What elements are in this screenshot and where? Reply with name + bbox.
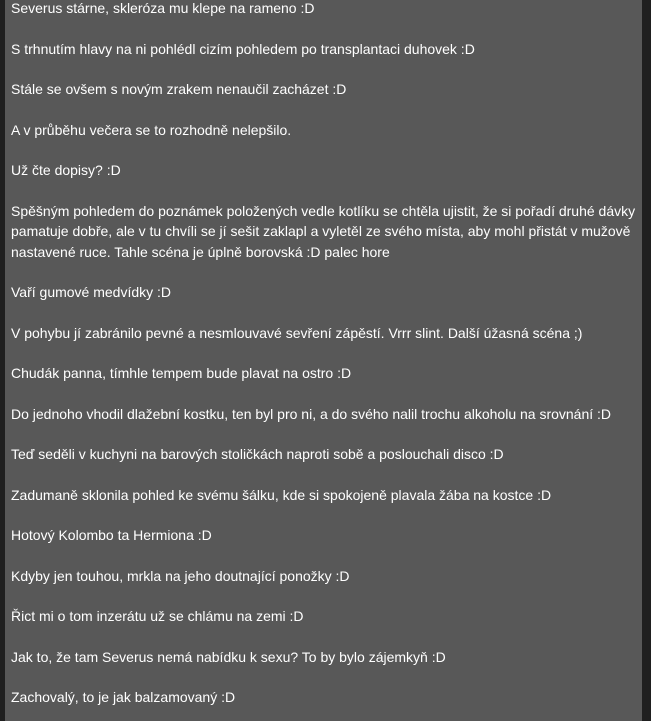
comment-line: Spěšným pohledem do poznámek položených vedle kotlíku se chtěla ujistit, že si pořadí druhé dávky pamatuje dobře, ale v tu chvíli se jí sešit zaklapl a vyletěl ze svého místa, aby mohl přistát v mužově nastavené ruce. Tahle scéna je úplně borovská :D palec hore	[11, 202, 636, 260]
comment-line: Do jednoho vhodil dlažební kostku, ten byl pro ni, a do svého nalil trochu alkoholu na srovnání :D	[11, 405, 612, 422]
comment-list	[5, 0, 642, 721]
comment-line: Už čte dopisy? :D	[11, 162, 121, 178]
comment-line: Zadumaně sklonila pohled ke svému šálku, kde si spokojeně plavala žába na kostce :D	[11, 486, 552, 503]
comment-panel	[5, 0, 642, 721]
comment-line: A v průběhu večera se to rozhodně nelepšilo.	[11, 121, 292, 138]
comment-line: Řict mi o tom inzerátu už se chlámu na zemi :D	[11, 608, 304, 624]
comment-line: S trhnutím hlavy na ni pohlédl cizím pohledem po transplantaci duhovek :D	[11, 40, 475, 57]
comment-line: Chudák panna, tímhle tempem bude plavat na ostro :D	[11, 365, 352, 381]
comment-line: Hotový Kolombo ta Hermiona :D	[11, 527, 212, 543]
comment-line: Vaří gumové medvídky :D	[11, 284, 172, 300]
comment-line: Zachovalý, to je jak balzamovaný :D	[11, 689, 236, 705]
comment-line: Severus stárne, skleróza mu klepe na rameno :D	[11, 0, 315, 16]
comment-line: Jak to, že tam Severus nemá nabídku k sexu? To by bylo zájemkyň :D	[11, 648, 446, 665]
comment-line: Kdyby jen touhou, mrkla na jeho doutnající ponožky :D	[11, 567, 350, 584]
comment-line: Stále se ovšem s novým zrakem nenaučil zacházet :D	[11, 81, 347, 97]
comment-line: V pohybu jí zabránilo pevné a nesmlouvavé sevření zápěstí. Vrrr slint. Další úžasná scéna ;)	[11, 324, 583, 341]
comment-line: Teď seděli v kuchyni na barových stoličkách naproti sobě a poslouchali disco :D	[11, 446, 504, 462]
